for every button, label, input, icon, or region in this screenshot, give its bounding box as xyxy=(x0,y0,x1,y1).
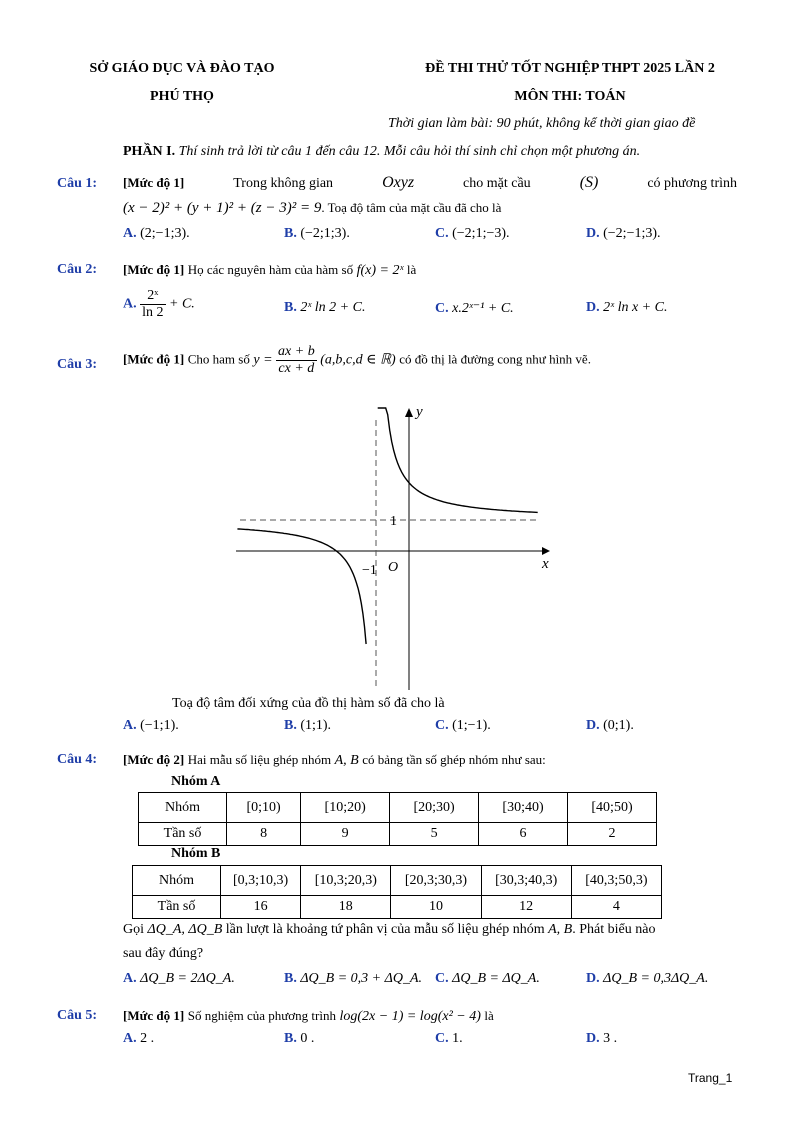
q4-text2 xyxy=(123,922,655,938)
q1-equation: (x − 2)² + (y + 1)² + (z − 3)² = 9 xyxy=(123,200,322,216)
table-cell: Nhóm xyxy=(133,866,221,896)
q4-text3: sau đây đúng? xyxy=(123,946,204,961)
q3-graph xyxy=(228,400,558,695)
q3-option-b[interactable] xyxy=(284,718,331,734)
q1-option-c-label: C. xyxy=(435,226,449,241)
y-axis-label: y xyxy=(416,404,423,420)
school-dept: SỞ GIÁO DỤC VÀ ĐÀO TẠO xyxy=(89,61,275,76)
q4-dq: ΔQ_A, ΔQ_B xyxy=(147,922,223,937)
group-a-class-row xyxy=(139,793,657,823)
q3-option-d-label: D. xyxy=(586,718,600,733)
q5-option-a[interactable] xyxy=(123,1031,154,1047)
q3-option-c[interactable] xyxy=(435,718,491,734)
q5-option-d-text: 3 . xyxy=(603,1031,618,1046)
q4-option-c-label: C. xyxy=(435,971,449,986)
q3-option-d[interactable] xyxy=(586,718,634,734)
q3-option-d-text: (0;1). xyxy=(603,718,634,733)
q2-option-a[interactable] xyxy=(123,288,195,321)
q4-text-end: có bảng tần số ghép nhóm như sau: xyxy=(362,752,546,767)
q5-option-a-text: 2 . xyxy=(140,1031,155,1046)
q3-option-b-label: B. xyxy=(284,718,297,733)
q1-level: [Mức độ 1] xyxy=(123,175,185,190)
q4-option-b-text: ΔQ_B = 0,3 + ΔQ_A. xyxy=(300,971,422,986)
q1-oxyz: Oxyz xyxy=(382,174,415,191)
q4-option-d-label: D. xyxy=(586,971,600,986)
q4-text2-b: lần lượt là khoảng tứ phân vị của mẫu số liệu ghép nhóm xyxy=(225,922,545,937)
q2-option-a-denominator: ln 2 xyxy=(142,305,164,320)
q2-stem xyxy=(123,262,416,279)
q1-option-a[interactable] xyxy=(123,226,190,242)
q5-equation: log(2x − 1) = log(x² − 4) xyxy=(339,1009,481,1024)
q2-option-b[interactable] xyxy=(284,300,365,316)
q3-level: [Mức độ 1] xyxy=(123,351,185,367)
table-cell: 18 xyxy=(301,896,391,919)
table-cell: [40,3;50,3) xyxy=(571,866,661,896)
curve-left-branch xyxy=(237,529,366,644)
q3-numerator: ax + b xyxy=(278,344,315,359)
table-cell: 5 xyxy=(390,823,479,846)
q3-denominator: cx + d xyxy=(278,361,315,376)
q3-number: Câu 3: xyxy=(57,357,98,372)
q3-option-b-text: (1;1). xyxy=(300,718,332,733)
page-number: Trang_1 xyxy=(688,1071,733,1085)
q4-stem xyxy=(123,752,546,769)
table-cell: [30;40) xyxy=(479,793,568,823)
q1-option-c-text: (−2;1;−3). xyxy=(452,226,510,241)
q2-text-end: là xyxy=(406,262,417,277)
table-cell: Tần số xyxy=(133,896,221,919)
q3-text: Cho ham số xyxy=(187,351,250,367)
group-b-freq-row xyxy=(133,896,662,919)
province: PHÚ THỌ xyxy=(150,89,214,104)
q5-option-c-text: 1. xyxy=(452,1031,463,1046)
q3-option-a-label: A. xyxy=(123,718,137,733)
q1-option-a-label: A. xyxy=(123,226,137,241)
table-cell: 4 xyxy=(571,896,661,919)
subject: MÔN THI: TOÁN xyxy=(514,89,626,104)
q1-option-c[interactable] xyxy=(435,226,510,242)
y-axis-arrow xyxy=(405,408,413,417)
table-cell: Nhóm xyxy=(139,793,227,823)
q5-option-d-label: D. xyxy=(586,1031,600,1046)
table-cell: [40;50) xyxy=(568,793,657,823)
q2-func: f(x) = 2ˣ xyxy=(356,263,404,278)
q1-number: Câu 1: xyxy=(57,176,98,191)
group-b-title: Nhóm B xyxy=(171,846,221,861)
q4-option-b[interactable] xyxy=(284,971,422,987)
time-note: Thời gian làm bài: 90 phút, không kể thời gian giao đề xyxy=(388,116,696,131)
table-cell: 8 xyxy=(227,823,301,846)
q2-option-d[interactable] xyxy=(586,300,667,316)
q2-option-c-text: x.2ˣ⁻¹ + C. xyxy=(452,301,514,316)
q5-option-b[interactable] xyxy=(284,1031,314,1047)
q1-text-b: cho mặt cầu xyxy=(463,176,531,191)
q4-option-c[interactable] xyxy=(435,971,540,987)
q5-text: Số nghiệm của phương trình xyxy=(187,1008,336,1023)
q5-stem xyxy=(123,1008,494,1025)
q4-level: [Mức độ 2] xyxy=(123,752,185,767)
q2-option-d-text: 2ˣ ln x + C. xyxy=(603,300,668,315)
q3-fraction xyxy=(276,344,317,377)
q1-option-b[interactable] xyxy=(284,226,350,242)
group-b-table xyxy=(132,865,662,919)
table-cell: [20;30) xyxy=(390,793,479,823)
table-cell: 2 xyxy=(568,823,657,846)
q1-option-d-text: (−2;−1;3). xyxy=(603,226,661,241)
q3-y-eq: y = xyxy=(253,352,273,368)
q1-sphere: (S) xyxy=(579,174,599,191)
q1-option-b-label: B. xyxy=(284,226,297,241)
q5-option-b-text: 0 . xyxy=(300,1031,315,1046)
q2-level: [Mức độ 1] xyxy=(123,262,185,277)
q4-text2-ab: A, B xyxy=(548,922,573,937)
q5-option-a-label: A. xyxy=(123,1031,137,1046)
table-cell: 9 xyxy=(301,823,390,846)
q2-option-a-fraction xyxy=(140,288,165,321)
q4-option-a-label: A. xyxy=(123,971,137,986)
q3-option-c-text: (1;−1). xyxy=(452,718,491,733)
label-origin: O xyxy=(388,560,399,575)
q3-params: (a,b,c,d ∈ ℝ) xyxy=(320,352,396,368)
q5-option-c[interactable] xyxy=(435,1031,463,1047)
q4-ab: A, B xyxy=(334,753,359,768)
q5-option-d[interactable] xyxy=(586,1031,617,1047)
q1-option-d-label: D. xyxy=(586,226,600,241)
table-cell: [30,3;40,3) xyxy=(481,866,571,896)
q2-option-b-text: 2ˣ ln 2 + C. xyxy=(300,300,366,315)
q5-number: Câu 5: xyxy=(57,1008,98,1023)
table-cell: 10 xyxy=(391,896,481,919)
q2-option-a-label: A. xyxy=(123,296,137,312)
q2-text: Họ các nguyên hàm của hàm số xyxy=(187,262,354,277)
x-axis-arrow xyxy=(542,547,550,555)
group-b-class-row xyxy=(133,866,662,896)
q5-option-b-label: B. xyxy=(284,1031,297,1046)
table-cell: [0;10) xyxy=(227,793,301,823)
group-a-table xyxy=(138,792,657,846)
table-cell: [0,3;10,3) xyxy=(221,866,301,896)
table-cell: 12 xyxy=(481,896,571,919)
q4-option-d-text: ΔQ_B = 0,3ΔQ_A. xyxy=(603,971,709,986)
q4-text: Hai mẫu số liệu ghép nhóm xyxy=(187,752,332,767)
q1-text-c: có phương trình xyxy=(647,176,737,191)
q2-number: Câu 2: xyxy=(57,262,98,277)
q2-option-b-label: B. xyxy=(284,300,297,315)
curve-right-branch xyxy=(378,408,538,512)
label-minus-one: −1 xyxy=(362,563,377,578)
q4-option-a[interactable] xyxy=(123,971,235,987)
q1-option-b-text: (−2;1;3). xyxy=(300,226,350,241)
q1-line1 xyxy=(123,174,737,192)
q4-option-a-text: ΔQ_B = 2ΔQ_A. xyxy=(140,971,235,986)
part1-instruction xyxy=(123,144,640,160)
q4-option-d[interactable] xyxy=(586,971,708,987)
table-cell: 16 xyxy=(221,896,301,919)
q3-question: Toạ độ tâm đối xứng của đồ thị hàm số đã cho là xyxy=(172,696,445,711)
q1-text-a: Trong không gian xyxy=(233,176,334,191)
q3-stem xyxy=(123,344,591,377)
group-a-title: Nhóm A xyxy=(171,774,221,789)
table-cell: [10;20) xyxy=(301,793,390,823)
part1-label: PHẦN I. xyxy=(123,144,176,159)
group-a-freq-row xyxy=(139,823,657,846)
q2-option-c-label: C. xyxy=(435,301,449,316)
q4-option-c-text: ΔQ_B = ΔQ_A. xyxy=(452,971,540,986)
q3-option-a[interactable] xyxy=(123,718,179,734)
part1-text: Thí sinh trả lời từ câu 1 đến câu 12. Mỗi câu hỏi thí sinh chỉ chọn một phương án. xyxy=(178,144,641,159)
q1-line2 xyxy=(123,200,501,217)
q5-text-end: là xyxy=(484,1008,494,1023)
q2-option-a-tail: + C. xyxy=(169,296,195,312)
label-one: 1 xyxy=(390,514,397,529)
q4-option-b-label: B. xyxy=(284,971,297,986)
table-cell: Tần số xyxy=(139,823,227,846)
x-axis-label: x xyxy=(542,556,549,572)
q1-option-a-text: (2;−1;3). xyxy=(140,226,190,241)
q4-text2-a: Gọi xyxy=(123,922,144,937)
q4-text2-c: . Phát biểu nào xyxy=(572,922,656,937)
exam-title: ĐỀ THI THỬ TỐT NGHIỆP THPT 2025 LẦN 2 xyxy=(425,61,715,76)
q4-number: Câu 4: xyxy=(57,752,98,767)
q5-level: [Mức độ 1] xyxy=(123,1008,185,1023)
q3-option-c-label: C. xyxy=(435,718,449,733)
table-cell: 6 xyxy=(479,823,568,846)
q1-option-d[interactable] xyxy=(586,226,661,242)
q3-text-end: có đồ thị là đường cong như hình vẽ. xyxy=(399,351,591,367)
q2-option-c[interactable] xyxy=(435,300,514,317)
table-cell: [10,3;20,3) xyxy=(301,866,391,896)
q2-option-a-numerator: 2ˣ xyxy=(140,288,165,305)
q5-option-c-label: C. xyxy=(435,1031,449,1046)
table-cell: [20,3;30,3) xyxy=(391,866,481,896)
q3-option-a-text: (−1;1). xyxy=(140,718,179,733)
q1-text-d: . Toạ độ tâm của mặt cầu đã cho là xyxy=(321,200,502,215)
q2-option-d-label: D. xyxy=(586,300,600,315)
